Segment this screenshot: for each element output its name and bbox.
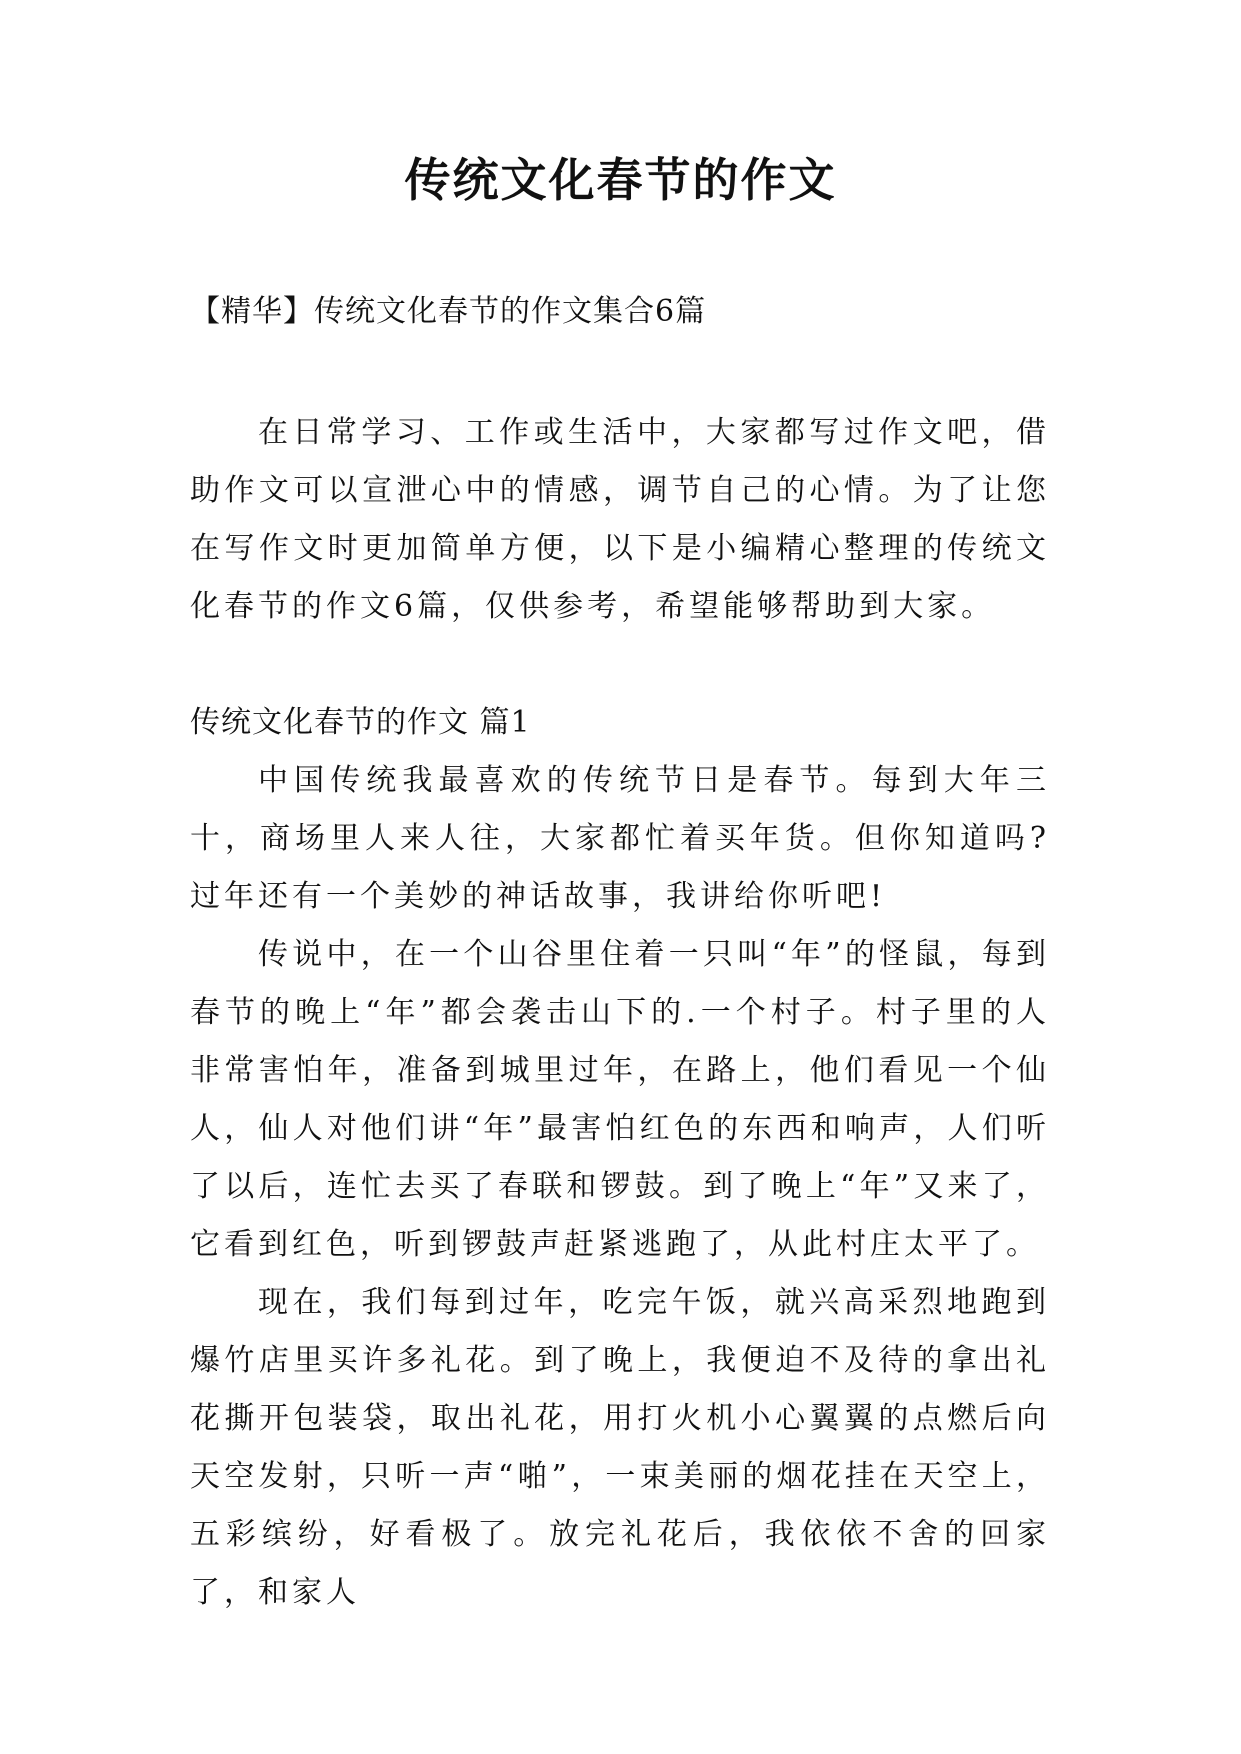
- body-paragraph-2: 传说中，在一个山谷里住着一只叫“年”的怪鼠，每到春节的晚上“年”都会袭击山下的.一个村子。村子里的人非常害怕年，准备到城里过年，在路上，他们看见一个仙人，仙人对他们讲“年”最害怕红色的东西和响声，人们听了以后，连忙去买了春联和锣鼓。到了晚上“年”又来了，它看到红色，听到锣鼓声赶紧逃跑了，从此村庄太平了。: [190, 937, 1050, 1262]
- intro-paragraph: 在日常学习、工作或生活中，大家都写过作文吧，借助作文可以宣泄心中的情感，调节自己的心情。为了让您在写作文时更加简单方便，以下是小编精心整理的传统文化春节的作文6篇，仅供参考，希望能够帮助到大家。: [190, 415, 1050, 624]
- document-subtitle: 【精华】传统文化春节的作文集合6篇: [190, 294, 707, 329]
- document-title: 传统文化春节的作文: [404, 153, 837, 207]
- body-paragraph-1: 中国传统我最喜欢的传统节日是春节。每到大年三十，商场里人来人往，大家都忙着买年货。但你知道吗?过年还有一个美妙的神话故事，我讲给你听吧!: [190, 763, 1050, 914]
- body-paragraph-3: 现在，我们每到过年，吃完午饭，就兴高采烈地跑到爆竹店里买许多礼花。到了晚上，我便迫不及待的拿出礼花撕开包装袋，取出礼花，用打火机小心翼翼的点燃后向天空发射，只听一声“啪”，一束美丽的烟花挂在天空上，五彩缤纷，好看极了。放完礼花后，我依依不舍的回家了，和家人: [190, 1285, 1050, 1610]
- section-heading: 传统文化春节的作文 篇1: [190, 705, 531, 740]
